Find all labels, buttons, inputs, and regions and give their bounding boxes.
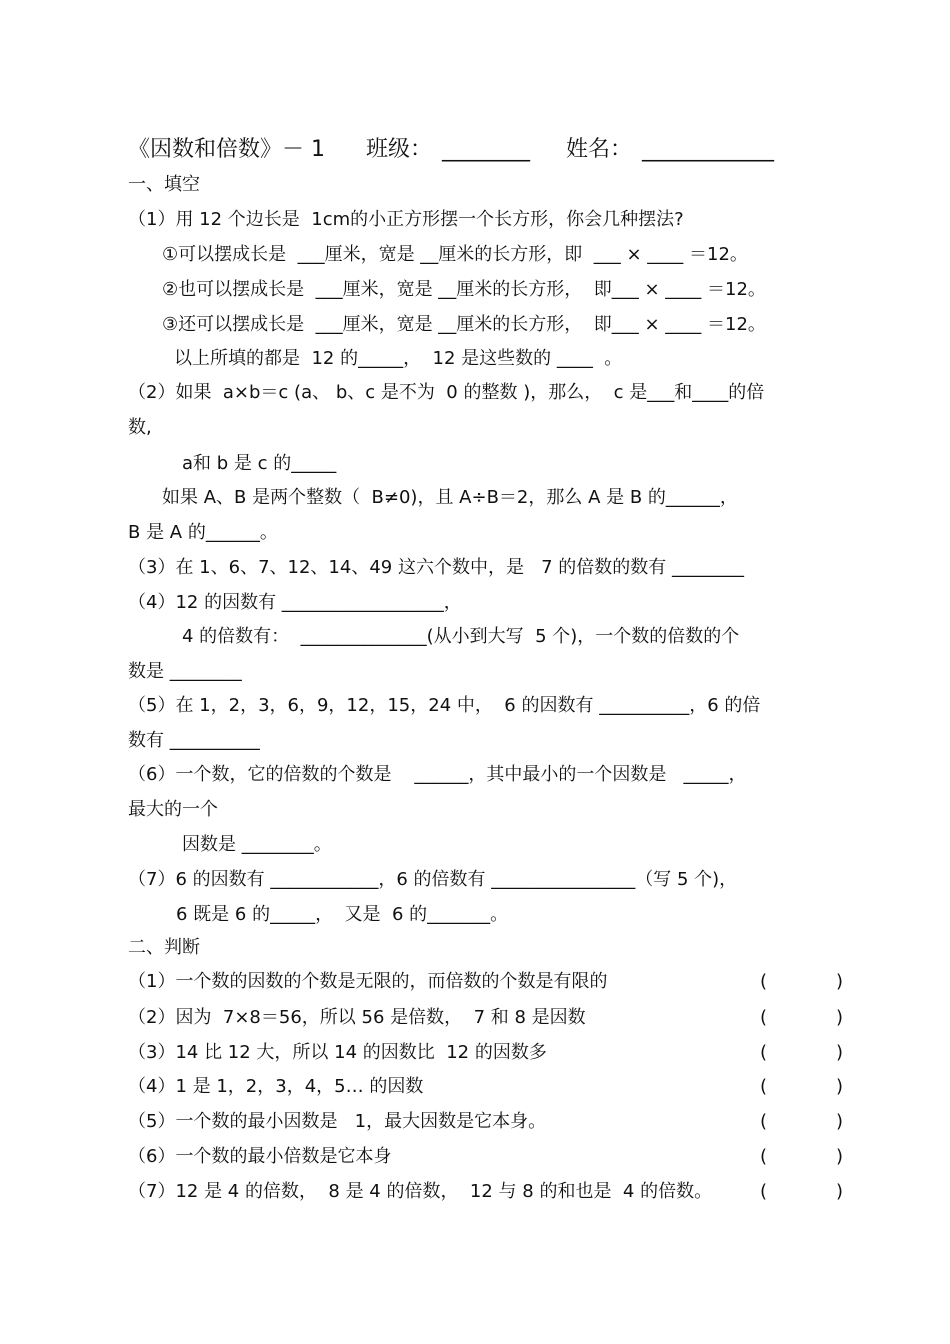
question-line: 6 既是 6 的_____， 又是 6 的_______。 (176, 904, 509, 925)
name-label: 姓名： (566, 137, 633, 162)
judge-item-text: （2）因为 7×8＝56，所以 56 是倍数， 7 和 8 是因数 (128, 1007, 586, 1028)
question-line: 数是 ________ (128, 661, 242, 682)
judge-item-text: （1）一个数的因数的个数是无限的，而倍数的个数是有限的 (128, 971, 608, 992)
question-line: 因数是 ________。 (182, 834, 332, 855)
question-line: 数有 __________ (128, 730, 260, 751)
question-line: 数, (128, 417, 152, 438)
answer-close-paren: ) (836, 1146, 844, 1167)
question-line: 以上所填的都是 12 的_____， 12 是这些数的 ____ 。 (174, 348, 623, 369)
answer-open-paren: ( (760, 971, 768, 992)
section-heading-judge: 二、判断 (128, 937, 200, 958)
answer-open-paren: ( (760, 1146, 768, 1167)
judge-item-text: （6）一个数的最小倍数是它本身 (128, 1146, 392, 1167)
question-line: 如果 A、B 是两个整数（ B≠0)，且 A÷B＝2，那么 A 是 B 的______， (162, 487, 738, 508)
answer-close-paren: ) (836, 1007, 844, 1028)
answer-close-paren: ) (836, 1042, 844, 1063)
judge-item-text: （7）12 是 4 的倍数， 8 是 4 的倍数， 12 与 8 的和也是 4 的倍数。 (128, 1181, 713, 1202)
judge-item-text: （3）14 比 12 大，所以 14 的因数比 12 的因数多 (128, 1042, 547, 1063)
answer-open-paren: ( (760, 1042, 768, 1063)
answer-open-paren: ( (760, 1076, 768, 1097)
question-line: （7）6 的因数有 ____________，6 的倍数有 ________________（写 5 个)， (128, 869, 738, 890)
question-line: （3）在 1、6、7、12、14、49 这六个数中，是 7 的倍数的数有 ________ (128, 557, 745, 578)
judge-item-text: （4）1 是 1，2，3，4，5… 的因数 (128, 1076, 424, 1097)
question-line: B 是 A 的______。 (128, 522, 278, 543)
class-label: 班级： (366, 137, 433, 162)
question-line: ②也可以摆成长是 ___厘米，宽是 __厘米的长方形， 即___ × ____ ＝12。 (162, 279, 766, 300)
question-line: （2）如果 a×b＝c (a、 b、c 是不为 0 的整数 )，那么， c 是___和____的倍 (128, 382, 765, 403)
answer-open-paren: ( (760, 1181, 768, 1202)
answer-open-paren: ( (760, 1007, 768, 1028)
question-line: 4 的倍数有： ______________(从小到大写 5 个)，一个数的倍数的个 (182, 626, 740, 647)
class-blank: ________ (442, 137, 530, 162)
question-line: ①可以摆成长是 ___厘米，宽是 __厘米的长方形，即 ___ × ____ ＝12。 (162, 244, 748, 265)
question-line: （1）用 12 个边长是 1cm的小正方形摆一个长方形，你会几种摆法? (128, 209, 684, 230)
question-line: （6）一个数，它的倍数的个数是 ______，其中最小的一个因数是 _____， (128, 764, 747, 785)
question-line: ③还可以摆成长是 ___厘米，宽是 __厘米的长方形， 即___ × ____ ＝12。 (162, 314, 766, 335)
answer-close-paren: ) (836, 1111, 844, 1132)
name-blank: ____________ (642, 137, 774, 162)
question-line: （5）在 1，2，3，6，9，12，15，24 中， 6 的因数有 __________，6 的倍 (128, 695, 761, 716)
question-line: a和 b 是 c 的_____ (182, 453, 337, 474)
answer-open-paren: ( (760, 1111, 768, 1132)
answer-close-paren: ) (836, 1181, 844, 1202)
question-line: 最大的一个 (128, 799, 218, 820)
judge-item-text: （5）一个数的最小因数是 1，最大因数是它本身。 (128, 1111, 547, 1132)
section-heading-fill-in: 一、填空 (128, 174, 200, 195)
answer-close-paren: ) (836, 971, 844, 992)
worksheet-title: 《因数和倍数》－ 1 (128, 137, 325, 162)
question-line: （4）12 的因数有 __________________， (128, 592, 462, 613)
answer-close-paren: ) (836, 1076, 844, 1097)
